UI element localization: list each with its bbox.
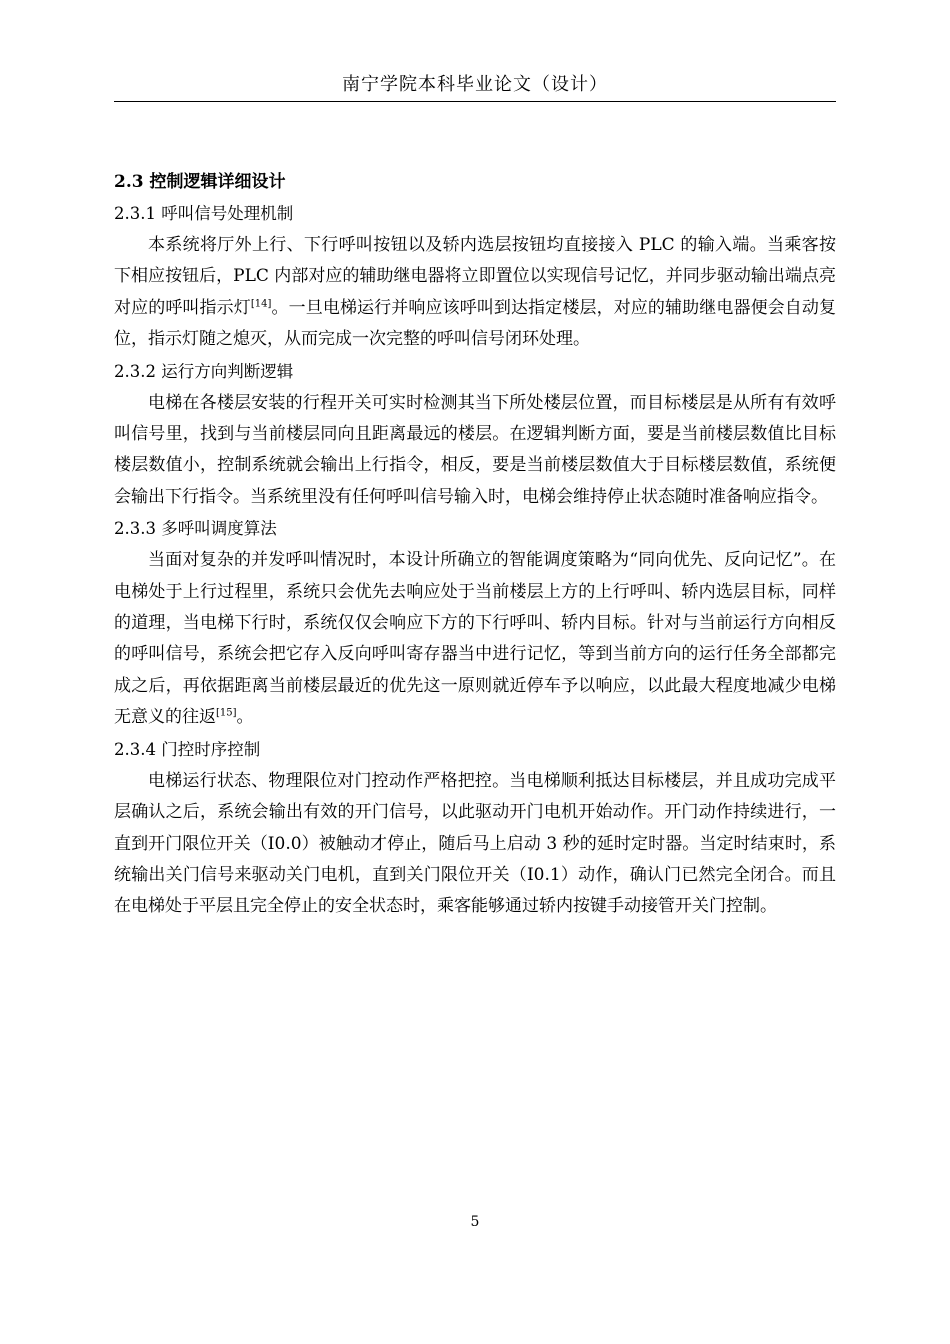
page-header-title: 南宁学院本科毕业论文（设计） <box>342 74 608 95</box>
citation-15: [15] <box>216 707 237 719</box>
subsection-heading-2-3-2: 2.3.2 运行方向判断逻辑 <box>114 361 294 381</box>
paragraph-dispatch-algorithm <box>114 545 836 733</box>
paragraph-text: 。一旦电梯运行并响应该呼叫到达指定楼层，对应的辅助继电器便会自动复位，指示灯随之熄灭，从而完成一次完整的呼叫信号闭环处理。 <box>114 297 837 350</box>
subsection-heading-2-3-1: 2.3.1 呼叫信号处理机制 <box>114 204 294 223</box>
citation-14: [14] <box>250 298 272 310</box>
paragraph-direction-logic: 电梯在各楼层安装的行程开关可实时检测其当下所处楼层位置，而目标楼层是从所有有效呼叫信号里，找到与当前楼层同向且距离最远的楼层。在逻辑判断方面，要是当前楼层数值比目标楼层数值小，控制系统就会输出上行指令，相反，要是当前楼层数值大于目标楼层数值，系统便会输出下行指令。当系统里没有任何呼叫信号输入时，电梯会维持停止状态随时准备响应指令。 <box>114 392 836 507</box>
paragraph-text: 。 <box>236 707 254 728</box>
paragraph-text: 当面对复杂的并发呼叫情况时，本设计所确立的智能调度策略为“同向优先、反向记忆”。在电梯处于上行过程里，系统只会优先去响应处于当前楼层上方的上行呼叫、轿内选层目标，同样的道理，当电梯下行时，系统仅仅会响应下方的下行呼叫、轿内目标。针对与当前运行方向相反的呼叫信号，系统会把它存入反向呼叫寄存器当中进行记忆，等到当前方向的运行任务全部都完成之后，再依据距离当前楼层最近的优先这一原则就近停车予以响应，以此最大程度地减少电梯无意义的往返 <box>114 550 836 728</box>
section-heading: 2.3 控制逻辑详细设计 <box>114 172 286 192</box>
page-number: 5 <box>470 1214 480 1230</box>
paragraph-call-signal <box>114 230 836 356</box>
subsection-heading-2-3-4: 2.3.4 门控时序控制 <box>114 739 261 759</box>
page-content <box>114 166 836 923</box>
subsection-heading-2-3-3: 2.3.3 多呼叫调度算法 <box>114 519 277 539</box>
header-rule <box>114 101 836 102</box>
paragraph-door-control: 电梯运行状态、物理限位对门控动作严格把控。当电梯顺利抵达目标楼层，并且成功完成平层确认之后，系统会输出有效的开门信号，以此驱动开门电机开始动作。开门动作持续进行，一直到开门限位开关（I0.0）被触动才停止，随后马上启动 3 秒的延时定时器。当定时结束时，系统输出关门信号来驱动关门电机，直到关门限位开关（I0.1）动作，确认门已然完全闭合。而且在电梯处于平层且完全停止的安全状态时，乘客能够通过轿内按键手动接管开关门控制。 <box>114 770 836 917</box>
paragraph-text: 本系统将厅外上行、下行呼叫按钮以及轿内选层按钮均直接接入 PLC 的输入端。当乘客按下相应按钮后，PLC 内部对应的辅助继电器将立即置位以实现信号记忆，并同步驱动输出端点亮对应的呼叫指示灯 <box>114 235 836 318</box>
